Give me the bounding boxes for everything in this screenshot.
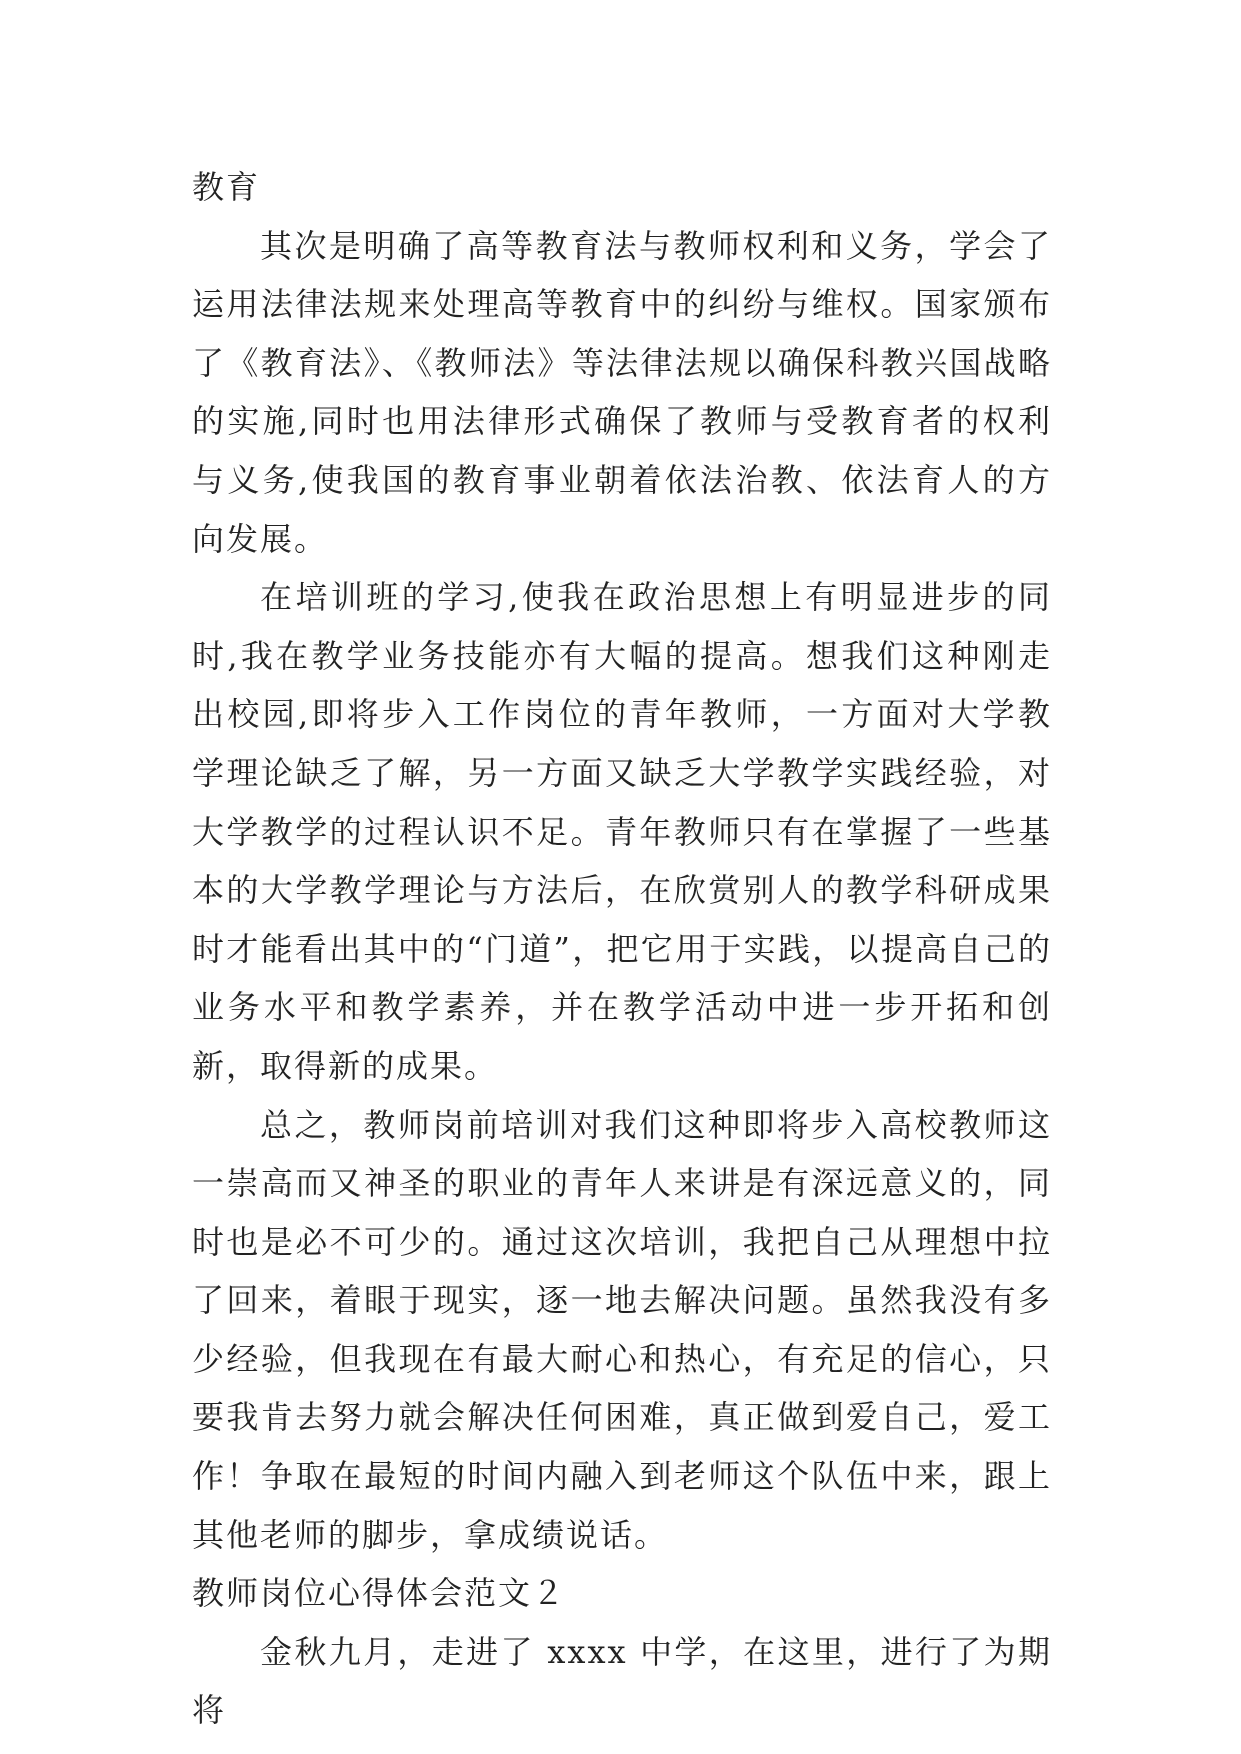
paragraph-training: 在培训班的学习,使我在政治思想上有明显进步的同时,我在教学业务技能亦有大幅的提高。想我们这种刚走出校园,即将步入工作岗位的青年教师，一方面对大学教学理论缺乏了解，另一方面又缺乏大学教学实践经验，对大学教学的过程认识不足。青年教师只有在掌握了一些基本的大学教学理论与方法后，在欣赏别人的教学科研成果时才能看出其中的“门道”，把它用于实践，以提高自己的业务水平和教学素养，并在教学活动中进一步开拓和创新，取得新的成果。	[192, 578, 1052, 1085]
section-heading: 教师岗位心得体会范文２	[192, 1574, 567, 1613]
paragraph-opening: 金秋九月，走进了 xxxx 中学，在这里，进行了为期将	[192, 1632, 1052, 1730]
document-body	[192, 158, 1052, 1740]
paragraph-law: 其次是明确了高等教育法与教师权利和义务，学会了运用法律法规来处理高等教育中的纠纷与维权。国家颁布了《教育法》、《教师法》等法律法规以确保科教兴国战略的实施,同时也用法律形式确保了教师与受教育者的权利与义务,使我国的教育事业朝着依法治教、依法育人的方向发展。	[192, 226, 1052, 558]
continued-line: 教育	[192, 168, 261, 206]
paragraph-conclusion: 总之，教师岗前培训对我们这种即将步入高校教师这一崇高而又神圣的职业的青年人来讲是有深远意义的，同时也是必不可少的。通过这次培训，我把自己从理想中拉了回来，着眼于现实，逐一地去解决问题。虽然我没有多少经验，但我现在有最大耐心和热心，有充足的信心，只要我肯去努力就会解决任何困难，真正做到爱自己，爱工作！争取在最短的时间内融入到老师这个队伍中来，跟上其他老师的脚步，拿成绩说话。	[192, 1105, 1052, 1554]
